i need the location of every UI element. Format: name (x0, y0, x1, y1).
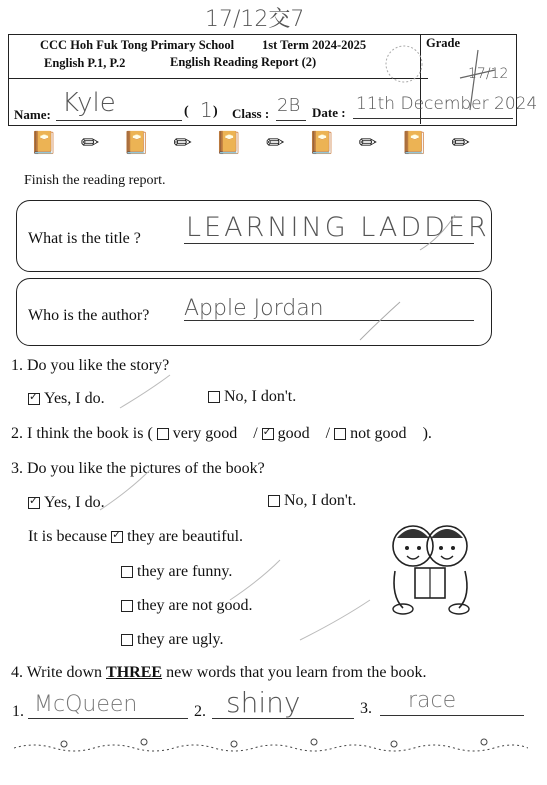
q3-no-label: No, I don't. (284, 492, 357, 509)
title-question: What is the title ? (28, 230, 141, 247)
q1-no-label: No, I don't. (224, 388, 297, 405)
instructions: Finish the reading report. (24, 173, 166, 188)
book-icon: 📔 (307, 130, 336, 155)
book-icon: 📔 (400, 130, 429, 155)
q4-emphasis: THREE (106, 664, 163, 681)
book-icon: 📔 (30, 130, 58, 155)
teacher-note: 17/12交7 (205, 7, 305, 32)
school-name: CCC Hoh Fuk Tong Primary School (40, 38, 235, 52)
date-label: Date : (312, 105, 346, 120)
q3-beautiful-label: they are beautiful. (127, 528, 244, 545)
q4-word3: race (408, 688, 457, 713)
pencil-icon: ✏ (173, 130, 192, 155)
pencil-icon: ✏ (266, 130, 285, 155)
q3-because-label: It is because (28, 528, 108, 545)
author-answer: Apple Jordan (184, 296, 324, 321)
q4-word1: McQueen (34, 692, 138, 717)
q2-not-good-label: not good (350, 425, 407, 442)
grade-value: 17/12 (468, 66, 509, 82)
report-title: English Reading Report (2) (170, 55, 317, 69)
q4-suffix: new words that you learn from the book. (162, 664, 427, 681)
q2-suffix: ). (422, 425, 432, 442)
class-label: Class : (232, 106, 270, 121)
q3-ugly-label: they are ugly. (137, 631, 224, 648)
book-icon: 📔 (122, 130, 151, 155)
pencil-icon: ✏ (80, 130, 100, 155)
title-answer: LEARNING LADDER (186, 212, 490, 243)
pencil-icon: ✏ (451, 130, 470, 155)
q2-good-label: good (277, 425, 310, 442)
q4-num3: 3. (360, 700, 372, 717)
q1-yes-label: Yes, I do. (44, 390, 105, 407)
q2-very-good-label: very good (172, 425, 238, 442)
grade-label: Grade (426, 36, 461, 50)
name-value: Kyle (62, 88, 116, 118)
number-open: ( (184, 104, 189, 119)
term-label: 1st Term 2024-2025 (262, 38, 367, 52)
book-icon: 📔 (215, 130, 243, 155)
q2-sep1: / (253, 425, 258, 442)
q4-word2: shiny (226, 686, 301, 719)
q3-not-good-label: they are not good. (137, 597, 253, 614)
author-question: Who is the author? (28, 307, 150, 324)
q2-sep2: / (325, 425, 331, 442)
q4-num2: 2. (194, 703, 206, 720)
q3-yes-label: Yes, I do. (44, 494, 105, 511)
q1-text: 1. Do you like the story? (11, 357, 170, 374)
date-value: 11th December 2024 (356, 94, 538, 114)
q4-prefix: 4. Write down (11, 664, 107, 681)
number-close: ) (213, 104, 218, 119)
q4-num1: 1. (12, 703, 24, 720)
q3-funny-label: they are funny. (137, 563, 233, 580)
name-label: Name: (14, 107, 51, 122)
pencil-icon: ✏ (358, 130, 378, 155)
class-value: 2B (277, 95, 301, 116)
level-label: English P.1, P.2 (44, 56, 126, 70)
q2-prefix: 2. I think the book is ( (11, 425, 153, 442)
q3-text: 3. Do you like the pictures of the book? (11, 460, 265, 477)
number-value: 1 (200, 98, 213, 122)
